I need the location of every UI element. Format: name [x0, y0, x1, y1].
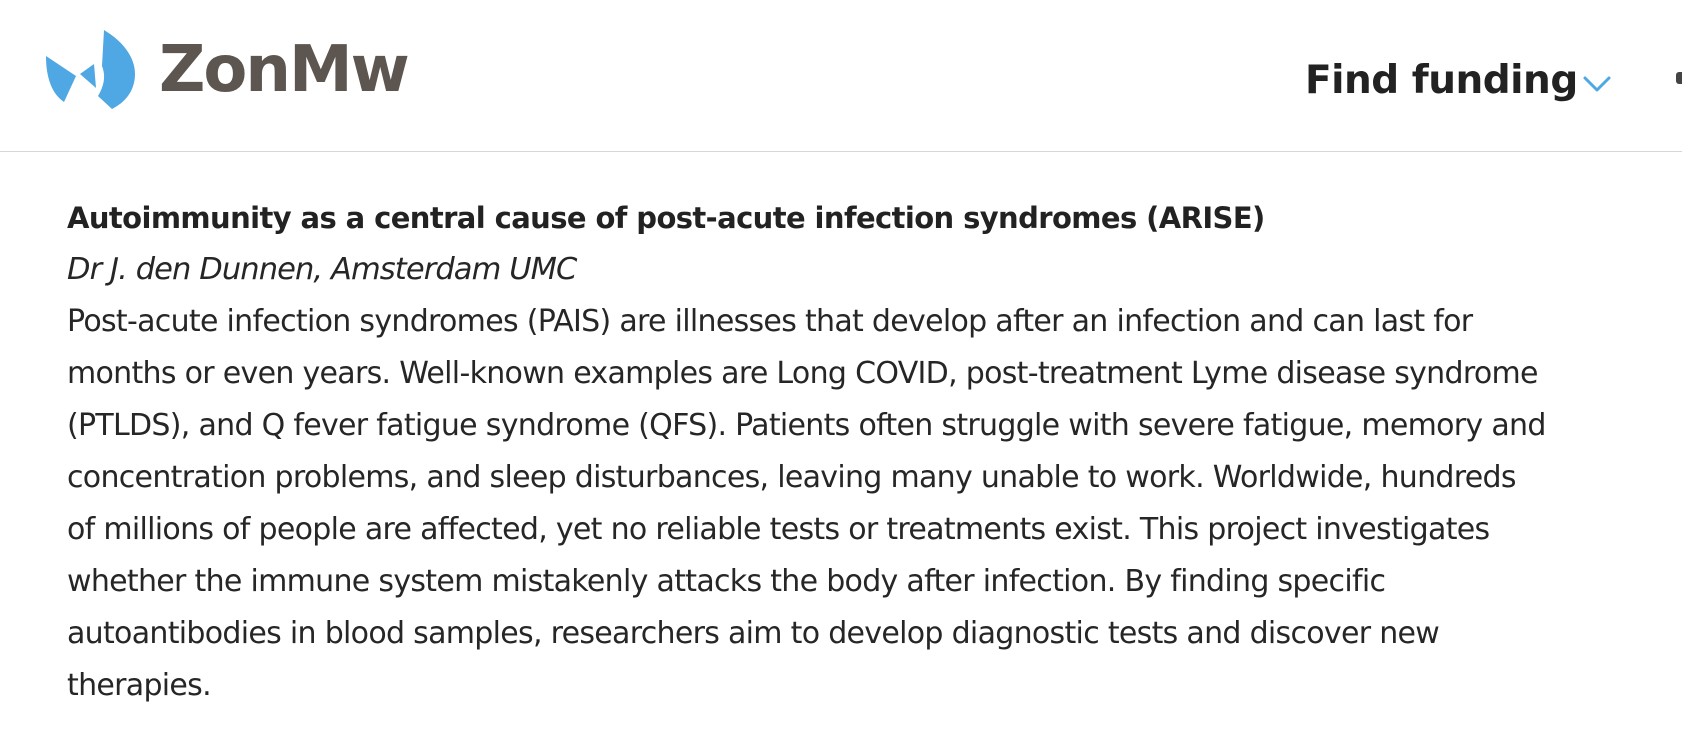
project-author: Dr J. den Dunnen, Amsterdam UMC [67, 252, 577, 287]
description-line: months or even years. Well-known examples are Long COVID, post-treatment Lyme disease syndrome [67, 356, 1538, 391]
description-line: of millions of people are affected, yet no reliable tests or treatments exist. This project investigates [67, 512, 1490, 547]
description-line: whether the immune system mistakenly attacks the body after infection. By finding specific [67, 564, 1386, 599]
chevron-down-icon [1582, 74, 1612, 94]
description-line: autoantibodies in blood samples, researchers aim to develop diagnostic tests and discover new [67, 616, 1440, 651]
description-line: therapies. [67, 668, 211, 703]
project-title: Autoimmunity as a central cause of post-acute infection syndromes (ARISE) [67, 201, 1265, 235]
description-line: Post-acute infection syndromes (PAIS) are illnesses that develop after an infection and can last for [67, 304, 1473, 339]
description-line: concentration problems, and sleep disturbances, leaving many unable to work. Worldwide, hundreds [67, 460, 1516, 495]
nav-find-funding[interactable] [1305, 60, 1612, 103]
project-summary [67, 192, 1677, 712]
site-header [0, 0, 1682, 152]
offscreen-nav-fragment [1676, 72, 1682, 84]
project-description [67, 296, 1677, 712]
description-line: (PTLDS), and Q fever fatigue syndrome (QFS). Patients often struggle with severe fatigue, memory and [67, 408, 1546, 443]
logo-wordmark: ZonMw [159, 33, 408, 107]
zonmw-logo-link[interactable] [44, 28, 408, 110]
zonmw-logo-mark-icon [44, 28, 136, 110]
nav-find-funding-label: Find funding [1305, 58, 1578, 103]
